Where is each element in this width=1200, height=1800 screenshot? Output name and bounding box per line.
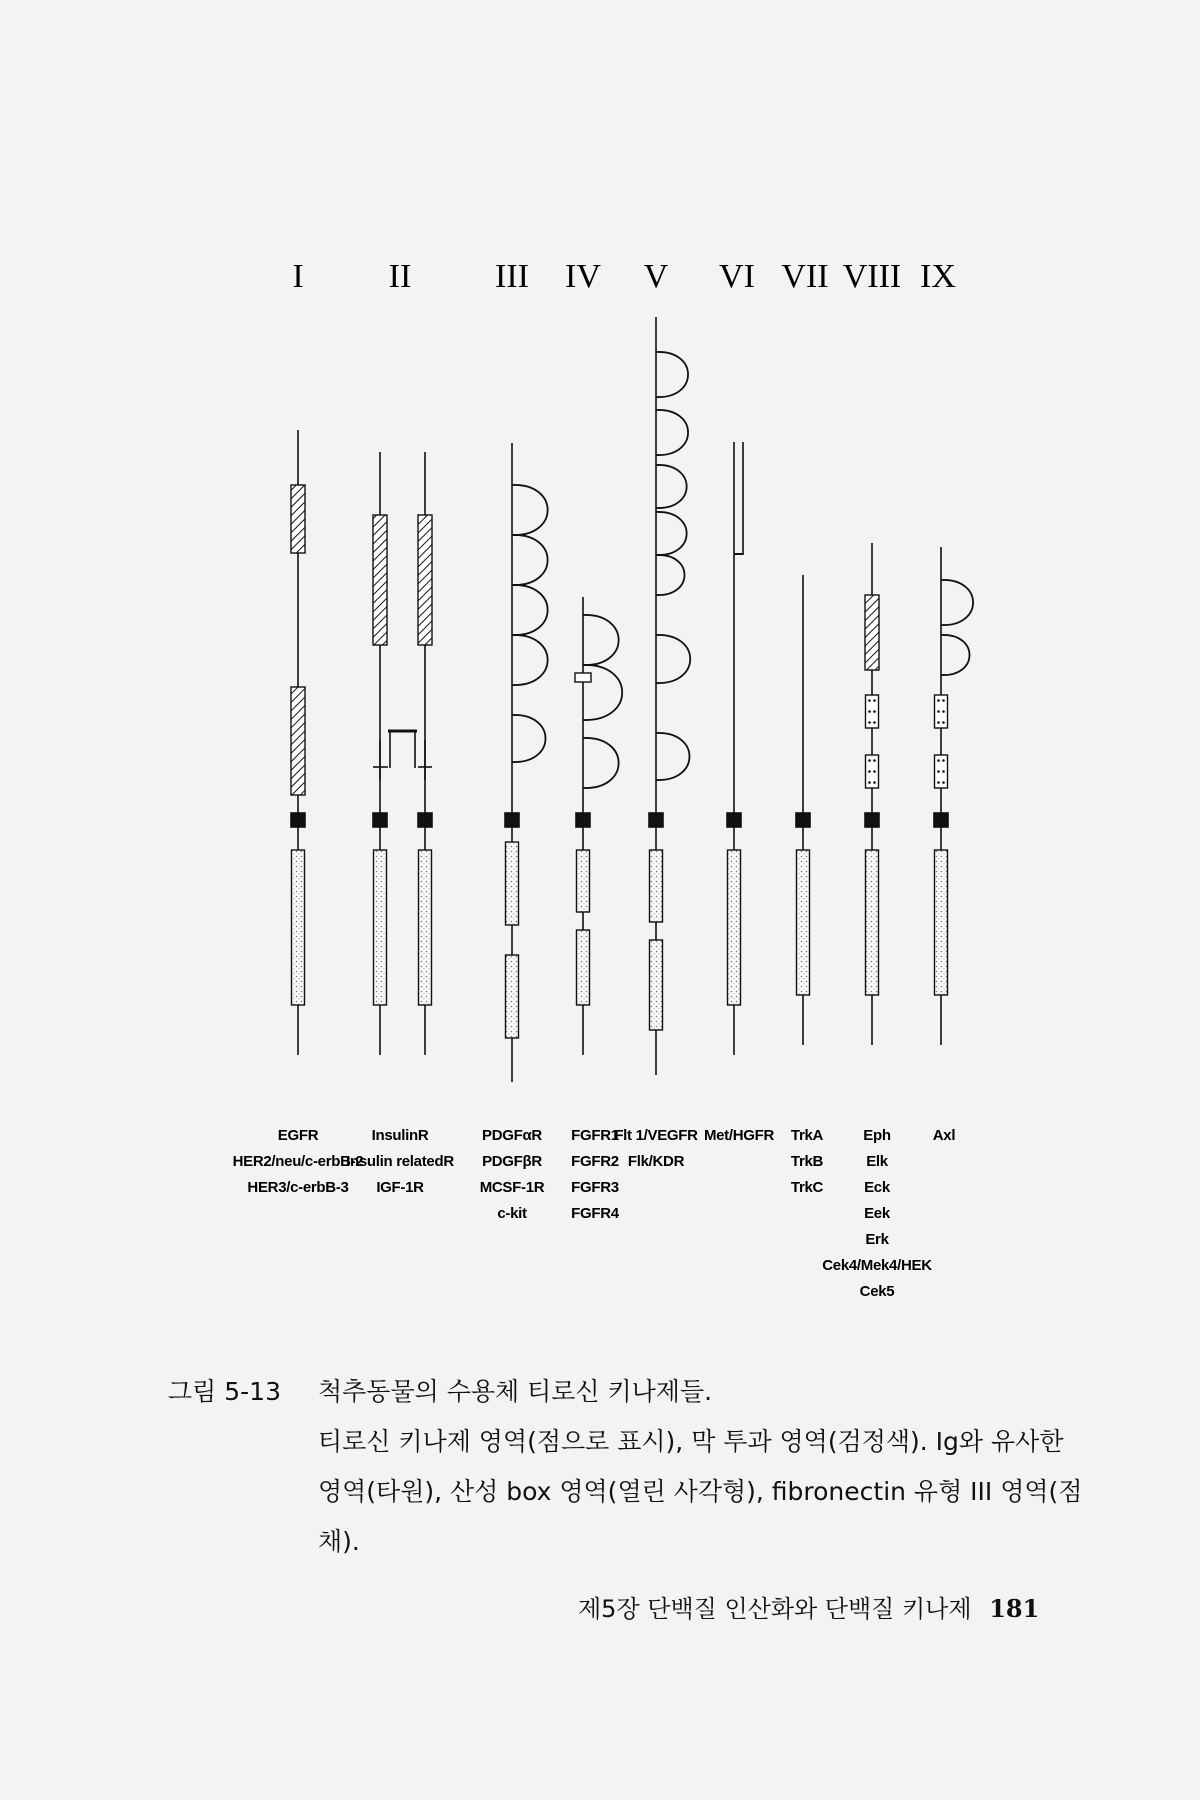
ig-like-loop	[941, 635, 970, 675]
class-numeral-II: II	[388, 258, 412, 295]
transmembrane-domain	[727, 813, 741, 827]
fibronectin-dot	[942, 770, 945, 773]
fibronectin-dot	[942, 759, 945, 762]
fibronectin-dot	[873, 770, 876, 773]
tyrosine-kinase-domain	[577, 930, 590, 1005]
caption-line: 티로신 키나제 영역(점으로 표시), 막 투과 영역(검정색). Ig와 유사한	[318, 1427, 1064, 1456]
transmembrane-domain	[865, 813, 879, 827]
fibronectin-dot	[873, 710, 876, 713]
ig-like-loop	[512, 635, 548, 685]
cysteine-rich-domain	[373, 515, 387, 645]
caption-line: 채).	[318, 1527, 360, 1556]
receptor-name-label: FGFR4	[571, 1205, 619, 1222]
class-numeral-VI: VI	[719, 258, 755, 295]
cysteine-rich-domain	[865, 595, 879, 670]
fibronectin-dot	[873, 721, 876, 724]
receptor-name-label: IGF-1R	[376, 1179, 424, 1196]
fibronectin-type-iii-domain	[866, 695, 879, 728]
fibronectin-dot	[937, 721, 940, 724]
ig-like-loop	[656, 635, 690, 683]
fibronectin-dot	[937, 781, 940, 784]
fibronectin-dot	[937, 770, 940, 773]
ig-like-loop	[656, 410, 688, 455]
receptor-name-label: TrkB	[790, 1153, 824, 1170]
receptor-name-label: HER3/c-erbB-3	[247, 1179, 349, 1196]
transmembrane-domain	[418, 813, 432, 827]
receptor-name-label: HER2/neu/c-erbB-2	[232, 1153, 364, 1170]
tyrosine-kinase-domain	[506, 955, 519, 1038]
fibronectin-dot	[942, 699, 945, 702]
receptor-name-label: InsulinR	[371, 1127, 429, 1144]
receptor-name-label: Eek	[864, 1205, 890, 1222]
fibronectin-dot	[942, 781, 945, 784]
transmembrane-domain	[505, 813, 519, 827]
class-numeral-VII: VII	[781, 258, 829, 295]
cysteine-rich-domain	[291, 687, 305, 795]
fibronectin-dot	[942, 710, 945, 713]
tyrosine-kinase-domain	[866, 850, 879, 995]
ig-like-loop	[656, 512, 687, 555]
receptor-name-label: Eck	[864, 1179, 890, 1196]
receptor-name-label: TrkA	[790, 1127, 824, 1144]
transmembrane-domain	[796, 813, 810, 827]
tyrosine-kinase-domain	[577, 850, 590, 912]
fibronectin-dot	[868, 781, 871, 784]
caption-number: 그림 5-13	[168, 1377, 281, 1406]
caption-line: 영역(타원), 산성 box 영역(열린 사각형), fibronectin 유형 III 영역(점	[318, 1477, 1083, 1506]
transmembrane-domain	[934, 813, 948, 827]
tyrosine-kinase-domain	[292, 850, 305, 1005]
tyrosine-kinase-domain	[374, 850, 387, 1005]
ig-like-loop	[941, 580, 973, 625]
chapter-title: 제5장 단백질 인산화와 단백질 키나제	[578, 1595, 972, 1623]
page-footer	[578, 1589, 1039, 1624]
class-numeral-IX: IX	[920, 258, 956, 295]
fibronectin-type-iii-domain	[935, 755, 948, 788]
fibronectin-dot	[868, 699, 871, 702]
ig-like-loop	[656, 733, 689, 780]
receptor-name-label: Insulin relatedR	[346, 1153, 454, 1170]
fibronectin-dot	[937, 699, 940, 702]
ig-like-loop	[512, 715, 545, 762]
ig-like-loop	[656, 555, 685, 595]
tyrosine-kinase-domain	[728, 850, 741, 1005]
fibronectin-dot	[868, 721, 871, 724]
receptor-name-label: FGFR2	[571, 1153, 619, 1170]
fibronectin-type-iii-domain	[866, 755, 879, 788]
fibronectin-dot	[868, 759, 871, 762]
receptor-name-label: Axl	[932, 1127, 956, 1144]
tyrosine-kinase-domain	[797, 850, 810, 995]
receptor-name-label: PDGFαR	[482, 1127, 542, 1144]
tyrosine-kinase-domain	[650, 850, 663, 922]
fibronectin-dot	[868, 710, 871, 713]
ig-like-loop	[512, 485, 548, 535]
ig-like-loop	[656, 465, 687, 508]
class-numeral-IV: IV	[565, 258, 601, 295]
cysteine-rich-domain	[291, 485, 305, 553]
ig-like-loop	[656, 352, 688, 397]
receptor-name-label: FGFR3	[571, 1179, 619, 1196]
receptor-name-label: Cek4/Mek4/HEK	[822, 1257, 932, 1274]
fibronectin-dot	[937, 710, 940, 713]
fibronectin-dot	[873, 759, 876, 762]
caption-line: 척추동물의 수용체 티로신 키나제들.	[318, 1377, 713, 1406]
fibronectin-dot	[873, 781, 876, 784]
receptor-name-label: EGFR	[277, 1127, 319, 1144]
class-numeral-VIII: VIII	[842, 258, 902, 295]
fibronectin-dot	[873, 699, 876, 702]
receptor-name-label: Flk/KDR	[627, 1153, 685, 1170]
receptor-name-label: Met/HGFR	[703, 1127, 775, 1144]
receptor-name-label: Erk	[865, 1231, 889, 1248]
acidic-box	[575, 673, 591, 682]
page-number: 181	[989, 1594, 1040, 1623]
ig-like-loop	[512, 535, 548, 585]
caption-body	[318, 1367, 1108, 1567]
ig-like-loop	[512, 585, 548, 635]
tyrosine-kinase-domain	[935, 850, 948, 995]
cysteine-rich-domain	[418, 515, 432, 645]
ig-like-loop	[583, 738, 619, 788]
class-numeral-III: III	[495, 258, 529, 295]
transmembrane-domain	[291, 813, 305, 827]
fibronectin-dot	[942, 721, 945, 724]
tyrosine-kinase-domain	[506, 842, 519, 925]
receptor-name-label: Cek5	[859, 1283, 895, 1300]
class-numeral-V: V	[643, 258, 669, 295]
receptor-name-label: c-kit	[497, 1205, 527, 1222]
tyrosine-kinase-domain	[419, 850, 432, 1005]
tyrosine-kinase-domain	[650, 940, 663, 1030]
receptor-name-label: Flt 1/VEGFR	[614, 1127, 698, 1144]
receptor-name-label: TrkC	[790, 1179, 824, 1196]
transmembrane-domain	[649, 813, 663, 827]
fibronectin-type-iii-domain	[935, 695, 948, 728]
fibronectin-dot	[937, 759, 940, 762]
fibronectin-dot	[868, 770, 871, 773]
receptor-name-label: Elk	[866, 1153, 888, 1170]
transmembrane-domain	[373, 813, 387, 827]
class-numeral-I: I	[292, 258, 304, 295]
receptor-name-label: PDGFβR	[482, 1153, 542, 1170]
receptor-name-label: Eph	[863, 1127, 891, 1144]
ig-like-loop	[583, 615, 619, 665]
receptor-name-label: MCSF-1R	[479, 1179, 545, 1196]
transmembrane-domain	[576, 813, 590, 827]
receptor-name-label: FGFR1	[571, 1127, 619, 1144]
